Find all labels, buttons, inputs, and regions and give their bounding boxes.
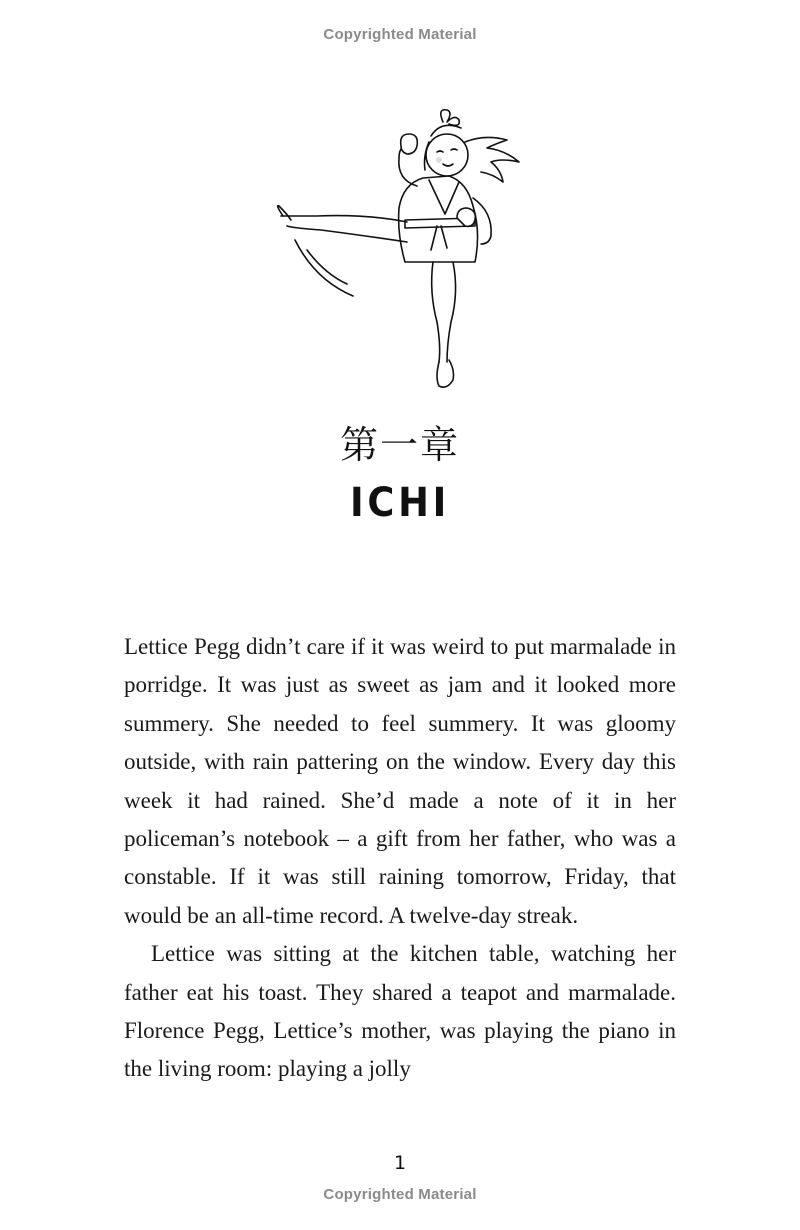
chapter-title: ICHI: [350, 480, 450, 526]
copyright-header: Copyrighted Material: [323, 26, 477, 43]
paragraph: Lettice Pegg didn’t care if it was weird to put marmalade in porridge. It was just as sweet as jam and it looked more summery. She needed to feel summery. It was gloomy outside, with rain pattering on the window. Every day this week it had rained. She’d made a note of it in her policeman’s notebook – a gift from her father, who was a constable. If it was still raining tomorrow, Friday, that would be an all-time record. A twelve-day streak.: [124, 634, 676, 928]
kicking-girl-illustration: [265, 100, 535, 395]
paragraph: Lettice was sitting at the kitchen table, watching her father eat his toast. They shared a teapot and marmalade. Florence Pegg, Lettice’s mother, was playing the piano in the living room: playing a jolly: [124, 941, 676, 1082]
copyright-footer: Copyrighted Material: [323, 1186, 477, 1203]
page-number: 1: [393, 1152, 407, 1174]
chapter-body: [124, 628, 676, 1089]
chapter-number-kanji: 第一章: [339, 423, 460, 467]
